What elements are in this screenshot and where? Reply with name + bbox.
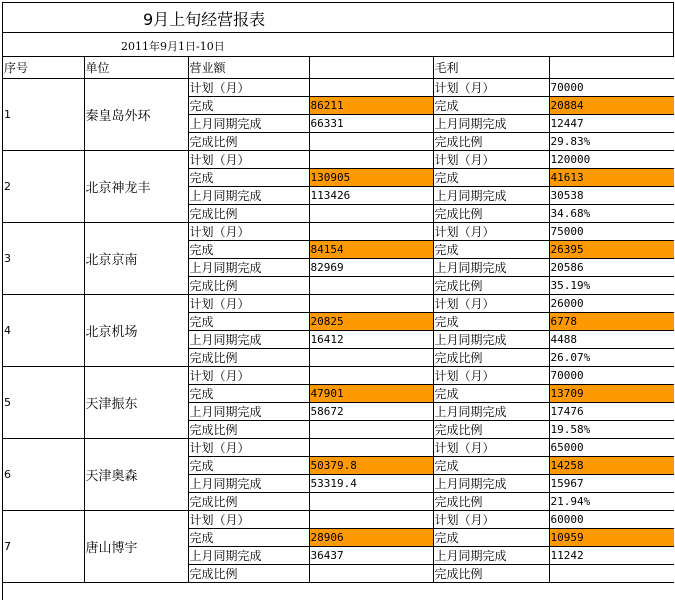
revenue-value-cell: 16412: [309, 330, 433, 348]
profit-label-cell: 完成: [433, 168, 549, 186]
revenue-label-cell: 计划（月）: [188, 222, 309, 240]
table-row: [3, 366, 674, 384]
revenue-label-cell: 完成比例: [188, 276, 309, 294]
unit-name-cell: 天津振东: [84, 366, 188, 438]
revenue-value-cell: [309, 438, 433, 456]
report-date-range: 2011年9月1日-10日: [121, 40, 225, 53]
revenue-value-cell: [309, 132, 433, 150]
revenue-label-cell: 上月同期完成: [188, 330, 309, 348]
unit-name-cell: 北京神龙丰: [84, 150, 188, 222]
revenue-value-cell: [309, 348, 433, 366]
revenue-value-cell: [309, 222, 433, 240]
revenue-label-cell: 完成: [188, 168, 309, 186]
table-row: [3, 294, 674, 312]
revenue-label-cell: 上月同期完成: [188, 474, 309, 492]
header-unit: 单位: [84, 57, 188, 78]
profit-value-cell: 12447: [549, 114, 674, 132]
profit-value-cell: 14258: [549, 456, 674, 474]
revenue-label-cell: 完成: [188, 528, 309, 546]
revenue-value-cell: 82969: [309, 258, 433, 276]
revenue-label-cell: 计划（月）: [188, 150, 309, 168]
header-row: [3, 57, 674, 78]
revenue-label-cell: 完成比例: [188, 204, 309, 222]
revenue-value-cell: [309, 510, 433, 528]
profit-label-cell: 完成: [433, 528, 549, 546]
revenue-label-cell: 完成比例: [188, 132, 309, 150]
revenue-value-cell: [309, 564, 433, 582]
seq-cell: 6: [3, 438, 84, 510]
revenue-value-cell: 47901: [309, 384, 433, 402]
profit-label-cell: 上月同期完成: [433, 330, 549, 348]
revenue-value-cell: [309, 420, 433, 438]
profit-value-cell: 6778: [549, 312, 674, 330]
table-row: [3, 510, 674, 528]
revenue-value-cell: 66331: [309, 114, 433, 132]
table-row: [3, 150, 674, 168]
profit-label-cell: 完成比例: [433, 348, 549, 366]
revenue-value-cell: [309, 492, 433, 510]
revenue-value-cell: 58672: [309, 402, 433, 420]
revenue-label-cell: 完成: [188, 384, 309, 402]
seq-cell: 1: [3, 78, 84, 150]
revenue-label-cell: 上月同期完成: [188, 186, 309, 204]
header-revenue: 营业额: [188, 57, 309, 78]
header-revenue-blank: [309, 57, 433, 78]
revenue-value-cell: 130905: [309, 168, 433, 186]
profit-value-cell: 26000: [549, 294, 674, 312]
profit-value-cell: 34.68%: [549, 204, 674, 222]
profit-label-cell: 完成: [433, 456, 549, 474]
profit-value-cell: 26395: [549, 240, 674, 258]
profit-value-cell: 4488: [549, 330, 674, 348]
profit-label-cell: 完成比例: [433, 492, 549, 510]
revenue-value-cell: 36437: [309, 546, 433, 564]
profit-label-cell: 计划（月）: [433, 366, 549, 384]
revenue-value-cell: [309, 366, 433, 384]
unit-name-cell: 天津奥森: [84, 438, 188, 510]
profit-value-cell: [549, 564, 674, 582]
profit-value-cell: 20884: [549, 96, 674, 114]
revenue-label-cell: 计划（月）: [188, 294, 309, 312]
profit-label-cell: 完成: [433, 312, 549, 330]
revenue-value-cell: 53319.4: [309, 474, 433, 492]
profit-value-cell: 21.94%: [549, 492, 674, 510]
profit-value-cell: 41613: [549, 168, 674, 186]
seq-cell: 3: [3, 222, 84, 294]
revenue-label-cell: 上月同期完成: [188, 114, 309, 132]
revenue-value-cell: [309, 150, 433, 168]
date-row: [3, 33, 674, 57]
revenue-label-cell: 完成比例: [188, 492, 309, 510]
profit-value-cell: 29.83%: [549, 132, 674, 150]
revenue-value-cell: 28906: [309, 528, 433, 546]
revenue-value-cell: 86211: [309, 96, 433, 114]
revenue-label-cell: 完成: [188, 240, 309, 258]
revenue-label-cell: 上月同期完成: [188, 546, 309, 564]
profit-label-cell: 计划（月）: [433, 294, 549, 312]
report-sheet: [2, 2, 674, 600]
profit-label-cell: 计划（月）: [433, 438, 549, 456]
profit-value-cell: 70000: [549, 366, 674, 384]
revenue-value-cell: [309, 204, 433, 222]
seq-cell: 5: [3, 366, 84, 438]
profit-value-cell: 20586: [549, 258, 674, 276]
table-row: [3, 78, 674, 96]
revenue-value-cell: 20825: [309, 312, 433, 330]
profit-label-cell: 完成比例: [433, 276, 549, 294]
profit-label-cell: 上月同期完成: [433, 114, 549, 132]
profit-label-cell: 上月同期完成: [433, 258, 549, 276]
revenue-label-cell: 上月同期完成: [188, 402, 309, 420]
revenue-label-cell: 计划（月）: [188, 510, 309, 528]
profit-value-cell: 35.19%: [549, 276, 674, 294]
profit-value-cell: 10959: [549, 528, 674, 546]
unit-name-cell: 北京机场: [84, 294, 188, 366]
table-row: [3, 438, 674, 456]
report-title: 9月上旬经营报表: [143, 10, 266, 29]
profit-label-cell: 计划（月）: [433, 150, 549, 168]
profit-label-cell: 计划（月）: [433, 510, 549, 528]
profit-value-cell: 60000: [549, 510, 674, 528]
revenue-label-cell: 完成比例: [188, 348, 309, 366]
revenue-label-cell: 完成比例: [188, 420, 309, 438]
revenue-value-cell: [309, 276, 433, 294]
revenue-label-cell: 计划（月）: [188, 78, 309, 96]
header-seq: 序号: [3, 57, 84, 78]
header-profit: 毛利: [433, 57, 549, 78]
revenue-label-cell: 计划（月）: [188, 366, 309, 384]
profit-value-cell: 65000: [549, 438, 674, 456]
revenue-value-cell: 50379.8: [309, 456, 433, 474]
unit-name-cell: 秦皇岛外环: [84, 78, 188, 150]
profit-value-cell: 70000: [549, 78, 674, 96]
revenue-label-cell: 完成比例: [188, 564, 309, 582]
seq-cell: 4: [3, 294, 84, 366]
profit-label-cell: 完成比例: [433, 564, 549, 582]
revenue-value-cell: [309, 78, 433, 96]
revenue-value-cell: [309, 294, 433, 312]
revenue-label-cell: 完成: [188, 96, 309, 114]
profit-value-cell: 13709: [549, 384, 674, 402]
report-table: [3, 57, 674, 583]
profit-label-cell: 上月同期完成: [433, 474, 549, 492]
revenue-value-cell: 84154: [309, 240, 433, 258]
revenue-label-cell: 完成: [188, 312, 309, 330]
profit-value-cell: 30538: [549, 186, 674, 204]
profit-label-cell: 计划（月）: [433, 78, 549, 96]
profit-label-cell: 上月同期完成: [433, 402, 549, 420]
revenue-value-cell: 113426: [309, 186, 433, 204]
unit-name-cell: 唐山博宇: [84, 510, 188, 582]
seq-cell: 7: [3, 510, 84, 582]
table-row: [3, 222, 674, 240]
profit-value-cell: 17476: [549, 402, 674, 420]
revenue-label-cell: 完成: [188, 456, 309, 474]
profit-label-cell: 上月同期完成: [433, 546, 549, 564]
profit-value-cell: 75000: [549, 222, 674, 240]
header-profit-blank: [549, 57, 674, 78]
profit-value-cell: 15967: [549, 474, 674, 492]
profit-label-cell: 完成比例: [433, 132, 549, 150]
revenue-label-cell: 上月同期完成: [188, 258, 309, 276]
profit-value-cell: 19.58%: [549, 420, 674, 438]
profit-value-cell: 26.07%: [549, 348, 674, 366]
title-row: [3, 3, 674, 33]
profit-value-cell: 11242: [549, 546, 674, 564]
profit-value-cell: 120000: [549, 150, 674, 168]
profit-label-cell: 完成: [433, 384, 549, 402]
profit-label-cell: 完成比例: [433, 420, 549, 438]
profit-label-cell: 完成: [433, 240, 549, 258]
profit-label-cell: 计划（月）: [433, 222, 549, 240]
profit-label-cell: 完成: [433, 96, 549, 114]
revenue-label-cell: 计划（月）: [188, 438, 309, 456]
profit-label-cell: 完成比例: [433, 204, 549, 222]
profit-label-cell: 上月同期完成: [433, 186, 549, 204]
unit-name-cell: 北京京南: [84, 222, 188, 294]
seq-cell: 2: [3, 150, 84, 222]
